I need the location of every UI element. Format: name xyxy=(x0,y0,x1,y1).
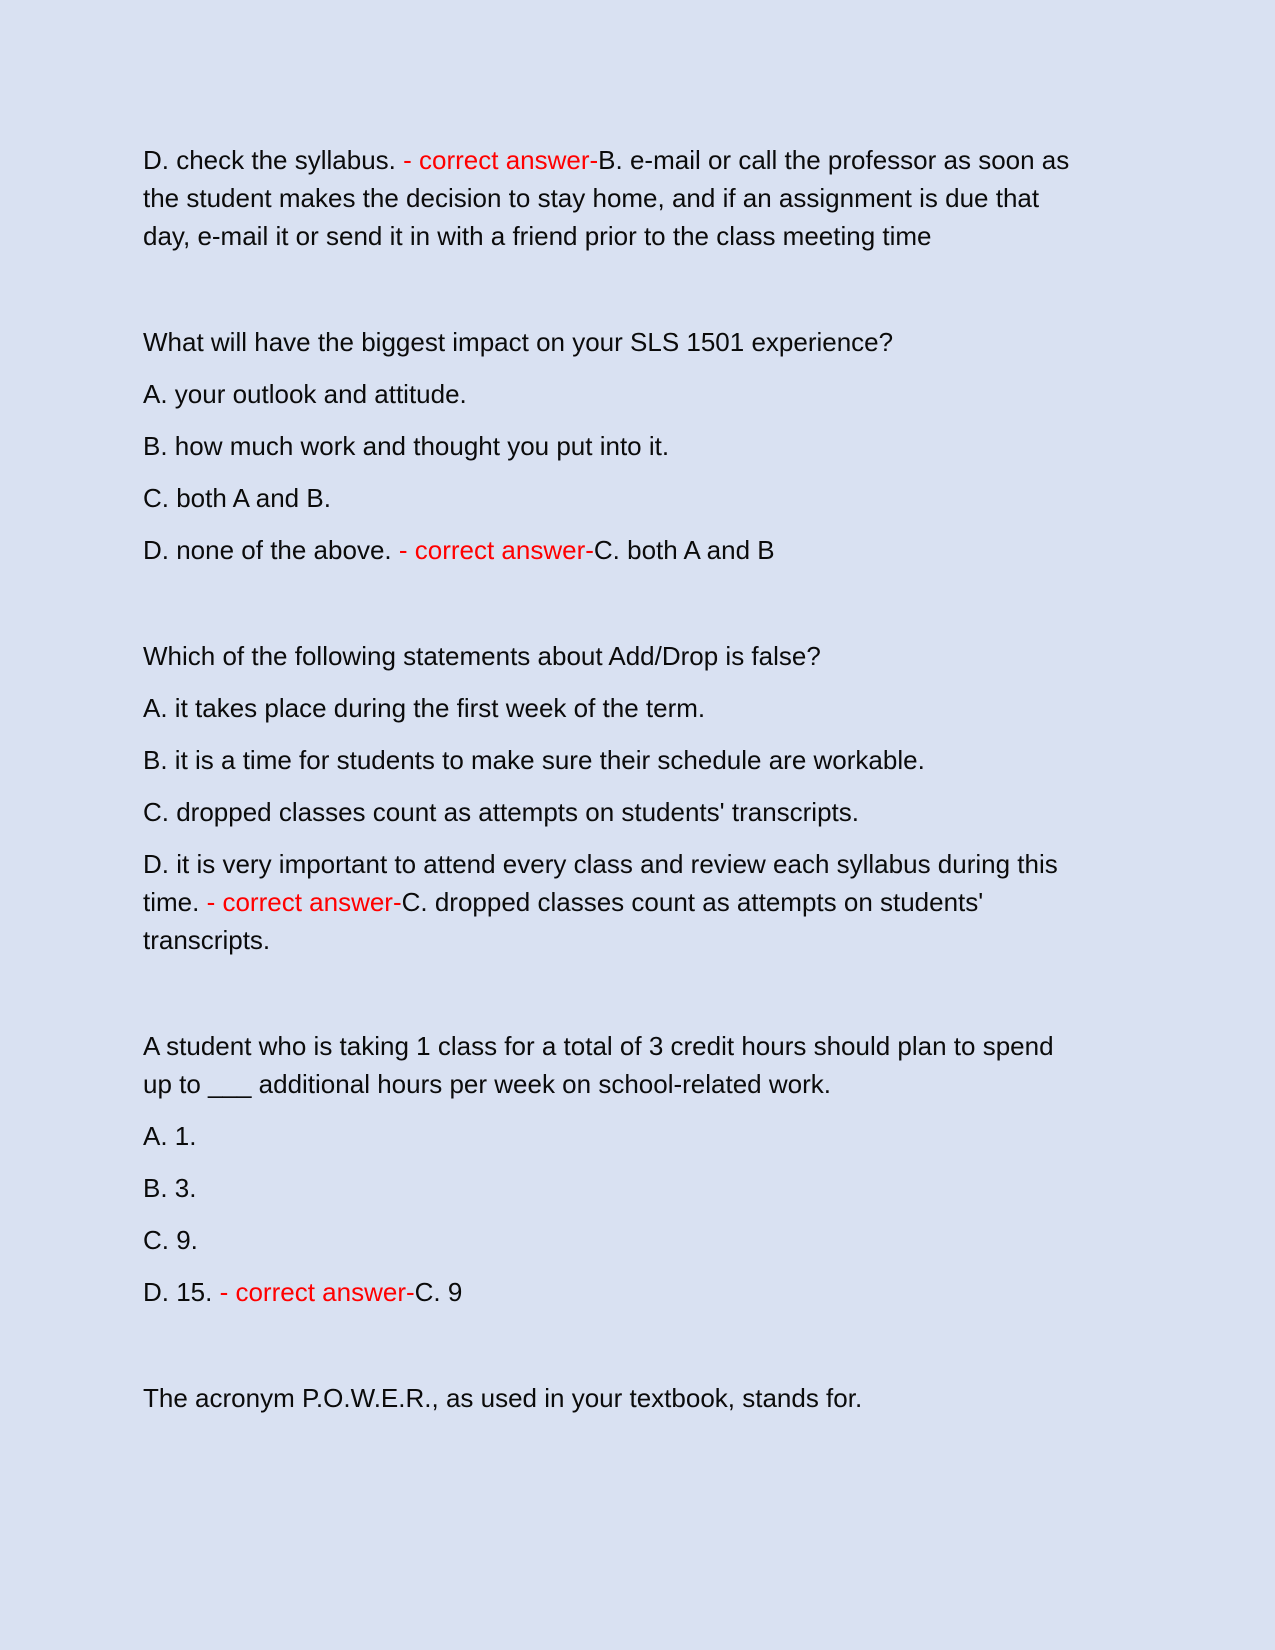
paragraph xyxy=(143,323,1155,361)
paragraph xyxy=(143,793,1155,831)
paragraph xyxy=(143,531,1155,569)
text-segment: D. none of the above. xyxy=(143,535,399,565)
text-line xyxy=(143,375,1155,413)
text-segment: B. 3. xyxy=(143,1173,197,1203)
paragraph xyxy=(143,375,1155,413)
text-segment: A. your outlook and attitude. xyxy=(143,379,467,409)
text-segment: transcripts. xyxy=(143,925,271,955)
text-segment: What will have the biggest impact on your SLS 1501 experience? xyxy=(143,327,894,357)
text-line xyxy=(143,637,1155,675)
correct-answer-marker: - correct answer- xyxy=(403,145,599,175)
text-line xyxy=(143,427,1155,465)
paragraph-gap xyxy=(143,269,1155,323)
text-line xyxy=(143,1027,1155,1065)
paragraph-gap xyxy=(143,1325,1155,1379)
text-line xyxy=(143,1065,1155,1103)
text-segment: Which of the following statements about Add/Drop is false? xyxy=(143,641,821,671)
text-line xyxy=(143,1221,1155,1259)
paragraph-gap xyxy=(143,973,1155,1027)
text-segment: D. 15. xyxy=(143,1277,220,1307)
paragraph xyxy=(143,741,1155,779)
text-segment: A student who is taking 1 class for a total of 3 credit hours should plan to spend xyxy=(143,1031,1054,1061)
correct-answer-marker: - correct answer- xyxy=(219,1277,415,1307)
text-segment: A. it takes place during the first week of the term. xyxy=(143,693,706,723)
paragraph xyxy=(143,1273,1155,1311)
text-segment: D. it is very important to attend every class and review each syllabus during this xyxy=(143,849,1058,879)
paragraph xyxy=(143,479,1155,517)
text-line xyxy=(143,179,1155,217)
text-segment: day, e-mail it or send it in with a friend prior to the class meeting time xyxy=(143,221,932,251)
text-line xyxy=(143,1273,1155,1311)
paragraph xyxy=(143,845,1155,959)
text-line xyxy=(143,217,1155,255)
text-segment: C. both A and B. xyxy=(143,483,331,513)
paragraph xyxy=(143,1169,1155,1207)
text-line xyxy=(143,141,1155,179)
text-segment: C. both A and B xyxy=(593,535,775,565)
text-segment: C. 9 xyxy=(414,1277,463,1307)
text-line xyxy=(143,793,1155,831)
text-segment: the student makes the decision to stay home, and if an assignment is due that xyxy=(143,183,1040,213)
text-line xyxy=(143,479,1155,517)
text-segment: B. it is a time for students to make sure their schedule are workable. xyxy=(143,745,925,775)
text-line xyxy=(143,845,1155,883)
text-segment: B. how much work and thought you put into it. xyxy=(143,431,670,461)
correct-answer-marker: - correct answer- xyxy=(398,535,594,565)
text-segment: C. dropped classes count as attempts on students' xyxy=(401,887,984,917)
text-segment: C. dropped classes count as attempts on students' transcripts. xyxy=(143,797,859,827)
paragraph xyxy=(143,1379,1155,1417)
paragraph-gap xyxy=(143,583,1155,637)
correct-answer-marker: - correct answer- xyxy=(206,887,402,917)
paragraph xyxy=(143,637,1155,675)
text-segment: time. xyxy=(143,887,207,917)
paragraph xyxy=(143,1221,1155,1259)
text-segment: The acronym P.O.W.E.R., as used in your textbook, stands for. xyxy=(143,1383,863,1413)
text-line xyxy=(143,1169,1155,1207)
text-segment: C. 9. xyxy=(143,1225,198,1255)
paragraph xyxy=(143,1027,1155,1103)
text-line xyxy=(143,1117,1155,1155)
paragraph xyxy=(143,141,1155,255)
paragraph xyxy=(143,1117,1155,1155)
text-line xyxy=(143,531,1155,569)
text-segment: D. check the syllabus. xyxy=(143,145,404,175)
text-line xyxy=(143,323,1155,361)
text-line xyxy=(143,741,1155,779)
text-line xyxy=(143,1379,1155,1417)
text-line xyxy=(143,883,1155,921)
document-body xyxy=(143,141,1155,1417)
paragraph xyxy=(143,427,1155,465)
text-segment: B. e-mail or call the professor as soon as xyxy=(598,145,1070,175)
text-segment: A. 1. xyxy=(143,1121,197,1151)
text-line xyxy=(143,689,1155,727)
paragraph xyxy=(143,689,1155,727)
text-segment: up to ___ additional hours per week on school-related work. xyxy=(143,1069,831,1099)
text-line xyxy=(143,921,1155,959)
